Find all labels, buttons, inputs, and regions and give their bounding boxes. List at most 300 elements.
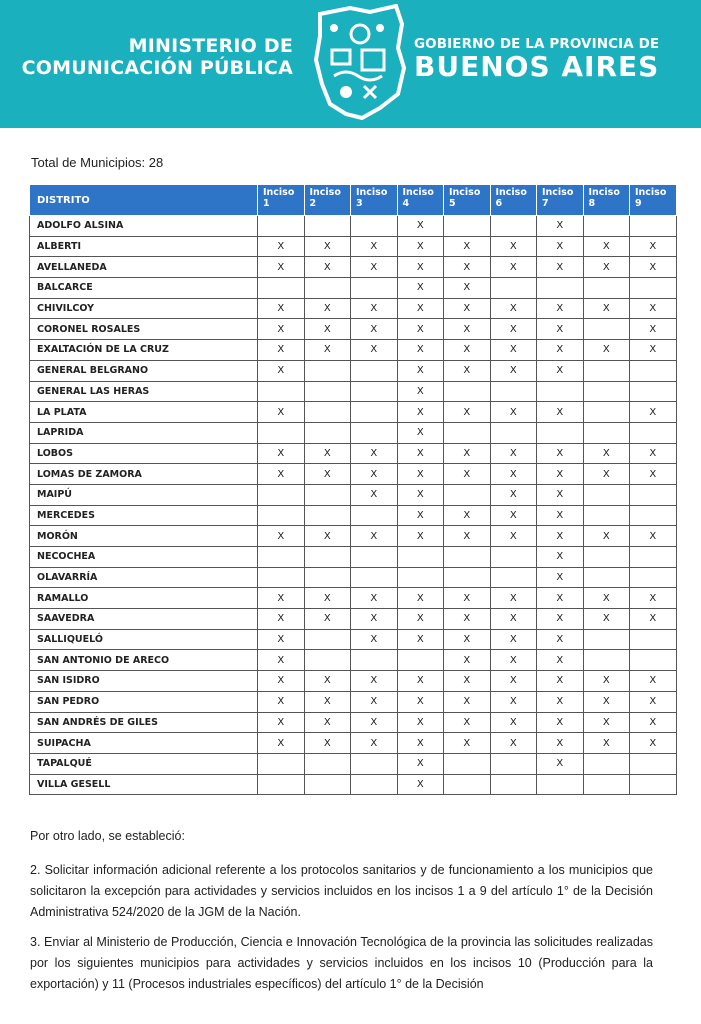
table-row [30,753,677,774]
district-name-cell: ADOLFO ALSINA [30,216,258,237]
inciso-9-cell [630,547,677,568]
inciso-6-cell: X [490,712,537,733]
district-name-cell: SAN ANDRÉS DE GILES [30,712,258,733]
inciso-9-cell: X [630,257,677,278]
inciso-5-cell: X [444,691,491,712]
district-name-cell: RAMALLO [30,588,258,609]
inciso-9-cell: X [630,733,677,754]
table-row [30,484,677,505]
inciso-5-cell: X [444,712,491,733]
inciso-1-cell: X [258,340,305,361]
inciso-9-cell: X [630,443,677,464]
inciso-7-cell: X [537,691,584,712]
district-name-cell: LOMAS DE ZAMORA [30,464,258,485]
inciso-2-cell [304,629,351,650]
inciso-4-cell: X [397,629,444,650]
inciso-9-cell: X [630,402,677,423]
inciso-2-cell: X [304,712,351,733]
inciso-2-cell: X [304,609,351,630]
inciso-6-cell: X [490,733,537,754]
inciso-5-cell: X [444,236,491,257]
inciso-9-cell [630,567,677,588]
inciso-9-cell [630,774,677,795]
district-name-cell: CHIVILCOY [30,298,258,319]
inciso-5-cell [444,484,491,505]
column-header-inciso-6: Inciso 6 [490,185,537,216]
inciso-6-cell: X [490,402,537,423]
inciso-5-cell: X [444,629,491,650]
inciso-1-cell [258,505,305,526]
inciso-4-cell: X [397,402,444,423]
inciso-1-cell: X [258,712,305,733]
district-name-cell: MAIPÚ [30,484,258,505]
inciso-9-cell [630,753,677,774]
inciso-4-cell: X [397,609,444,630]
inciso-1-cell: X [258,691,305,712]
point-3-paragraph: 3. Enviar al Ministerio de Producción, Ciencia e Innovación Tecnológica de la provincia las solicitudes realizadas por los siguientes municipios para actividades y servicios incluidos en los incisos 10 (Producción para la exportación) y 11 (Procesos industriales específicos) del artículo 1° de la Decisión [30,935,653,991]
table-row [30,650,677,671]
inciso-5-cell: X [444,671,491,692]
inciso-8-cell [583,774,630,795]
inciso-2-cell: X [304,671,351,692]
districts-table [29,184,677,795]
inciso-7-cell: X [537,236,584,257]
inciso-3-cell: X [351,484,398,505]
column-header-inciso-9: Inciso 9 [630,185,677,216]
ministry-logo-text [22,35,293,79]
table-row [30,402,677,423]
inciso-6-cell: X [490,691,537,712]
inciso-2-cell: X [304,588,351,609]
inciso-7-cell: X [537,588,584,609]
inciso-1-cell: X [258,609,305,630]
district-name-cell: SAN ANTONIO DE ARECO [30,650,258,671]
inciso-2-cell [304,360,351,381]
district-name-cell: AVELLANEDA [30,257,258,278]
inciso-8-cell [583,360,630,381]
inciso-5-cell: X [444,526,491,547]
inciso-6-cell [490,278,537,299]
district-name-cell: SUIPACHA [30,733,258,754]
inciso-6-cell: X [490,588,537,609]
inciso-9-cell [630,360,677,381]
table-body [30,216,677,795]
inciso-8-cell: X [583,712,630,733]
inciso-1-cell: X [258,671,305,692]
table-row [30,319,677,340]
inciso-5-cell [444,216,491,237]
inciso-2-cell [304,547,351,568]
inciso-7-cell: X [537,216,584,237]
inciso-6-cell [490,753,537,774]
inciso-9-cell [630,505,677,526]
inciso-8-cell: X [583,236,630,257]
inciso-1-cell [258,753,305,774]
inciso-7-cell: X [537,526,584,547]
inciso-9-cell [630,650,677,671]
inciso-8-cell: X [583,733,630,754]
inciso-8-cell [583,650,630,671]
inciso-2-cell: X [304,257,351,278]
inciso-7-cell [537,422,584,443]
inciso-7-cell: X [537,484,584,505]
inciso-2-cell [304,278,351,299]
inciso-6-cell [490,422,537,443]
inciso-8-cell: X [583,588,630,609]
inciso-4-cell: X [397,236,444,257]
inciso-3-cell: X [351,319,398,340]
inciso-6-cell: X [490,319,537,340]
inciso-7-cell: X [537,733,584,754]
inciso-3-cell [351,753,398,774]
inciso-7-cell: X [537,609,584,630]
inciso-9-cell: X [630,526,677,547]
table-row [30,422,677,443]
inciso-3-cell: X [351,340,398,361]
table-row [30,236,677,257]
inciso-4-cell: X [397,753,444,774]
inciso-9-cell: X [630,712,677,733]
ministry-line1: MINISTERIO DE [128,35,293,57]
inciso-7-cell: X [537,360,584,381]
inciso-4-cell [397,567,444,588]
inciso-1-cell: X [258,360,305,381]
table-row [30,671,677,692]
inciso-2-cell [304,402,351,423]
inciso-1-cell: X [258,257,305,278]
inciso-5-cell: X [444,650,491,671]
table-row [30,257,677,278]
inciso-2-cell: X [304,340,351,361]
inciso-1-cell [258,567,305,588]
inciso-5-cell: X [444,402,491,423]
inciso-4-cell: X [397,340,444,361]
inciso-4-cell: X [397,671,444,692]
inciso-7-cell [537,774,584,795]
inciso-1-cell [258,381,305,402]
table-row [30,298,677,319]
inciso-5-cell [444,567,491,588]
district-name-cell: NECOCHEA [30,547,258,568]
inciso-5-cell: X [444,588,491,609]
inciso-4-cell: X [397,216,444,237]
inciso-2-cell [304,484,351,505]
table-row [30,567,677,588]
inciso-1-cell: X [258,402,305,423]
inciso-7-cell: X [537,629,584,650]
table-row [30,505,677,526]
inciso-8-cell: X [583,671,630,692]
inciso-4-cell: X [397,381,444,402]
inciso-5-cell: X [444,340,491,361]
table-row [30,691,677,712]
district-name-cell: SAAVEDRA [30,609,258,630]
inciso-1-cell: X [258,588,305,609]
inciso-6-cell [490,567,537,588]
inciso-6-cell [490,774,537,795]
inciso-8-cell [583,547,630,568]
table-row [30,360,677,381]
intro-paragraph: Por otro lado, se estableció: [30,829,185,843]
inciso-2-cell [304,422,351,443]
inciso-3-cell: X [351,629,398,650]
inciso-9-cell: X [630,236,677,257]
province-map-seal-icon [310,4,408,122]
inciso-2-cell: X [304,443,351,464]
inciso-2-cell [304,650,351,671]
inciso-1-cell [258,216,305,237]
inciso-3-cell [351,567,398,588]
inciso-8-cell: X [583,298,630,319]
inciso-2-cell: X [304,464,351,485]
inciso-3-cell [351,650,398,671]
inciso-3-cell: X [351,588,398,609]
inciso-2-cell [304,753,351,774]
inciso-2-cell: X [304,733,351,754]
inciso-8-cell [583,278,630,299]
inciso-4-cell: X [397,774,444,795]
inciso-7-cell: X [537,505,584,526]
inciso-7-cell: X [537,567,584,588]
inciso-5-cell: X [444,733,491,754]
inciso-1-cell [258,547,305,568]
district-name-cell: LA PLATA [30,402,258,423]
inciso-9-cell [630,629,677,650]
inciso-1-cell: X [258,443,305,464]
inciso-7-cell [537,278,584,299]
column-header-inciso-5: Inciso 5 [444,185,491,216]
inciso-9-cell: X [630,691,677,712]
table-row [30,712,677,733]
inciso-7-cell: X [537,753,584,774]
inciso-3-cell: X [351,671,398,692]
inciso-5-cell: X [444,298,491,319]
inciso-6-cell [490,547,537,568]
inciso-4-cell: X [397,443,444,464]
inciso-4-cell: X [397,733,444,754]
inciso-7-cell: X [537,298,584,319]
inciso-6-cell: X [490,464,537,485]
inciso-8-cell [583,567,630,588]
gov-line2: BUENOS AIRES [414,50,660,83]
inciso-9-cell [630,484,677,505]
inciso-9-cell: X [630,319,677,340]
inciso-6-cell [490,216,537,237]
inciso-4-cell: X [397,588,444,609]
inciso-1-cell: X [258,298,305,319]
inciso-2-cell [304,567,351,588]
ministry-line2: COMUNICACIÓN PÚBLICA [21,57,293,79]
inciso-2-cell: X [304,526,351,547]
inciso-8-cell: X [583,443,630,464]
inciso-5-cell: X [444,278,491,299]
district-name-cell: LAPRIDA [30,422,258,443]
table-row [30,629,677,650]
inciso-6-cell: X [490,443,537,464]
inciso-9-cell: X [630,609,677,630]
inciso-6-cell: X [490,609,537,630]
inciso-2-cell [304,216,351,237]
inciso-3-cell: X [351,609,398,630]
inciso-7-cell: X [537,712,584,733]
district-name-cell: MORÓN [30,526,258,547]
inciso-4-cell: X [397,505,444,526]
table-row [30,733,677,754]
district-name-cell: ALBERTI [30,236,258,257]
inciso-3-cell: X [351,443,398,464]
inciso-5-cell: X [444,609,491,630]
inciso-4-cell: X [397,360,444,381]
inciso-4-cell [397,650,444,671]
inciso-3-cell [351,547,398,568]
inciso-2-cell: X [304,691,351,712]
inciso-2-cell [304,774,351,795]
inciso-6-cell: X [490,257,537,278]
inciso-2-cell [304,381,351,402]
inciso-5-cell [444,547,491,568]
column-header-inciso-7: Inciso 7 [537,185,584,216]
inciso-3-cell [351,360,398,381]
inciso-1-cell: X [258,464,305,485]
table-row [30,340,677,361]
district-name-cell: GENERAL BELGRANO [30,360,258,381]
inciso-4-cell: X [397,298,444,319]
total-municipios: Total de Municipios: 28 [31,155,164,170]
table-row [30,381,677,402]
inciso-8-cell [583,505,630,526]
inciso-8-cell: X [583,609,630,630]
inciso-3-cell: X [351,236,398,257]
inciso-8-cell [583,381,630,402]
table-row [30,216,677,237]
inciso-7-cell: X [537,671,584,692]
inciso-3-cell [351,216,398,237]
table-row [30,609,677,630]
inciso-1-cell: X [258,236,305,257]
inciso-1-cell: X [258,629,305,650]
inciso-6-cell: X [490,360,537,381]
inciso-6-cell: X [490,298,537,319]
column-header-distrito: DISTRITO [30,185,258,216]
inciso-8-cell: X [583,340,630,361]
district-name-cell: OLAVARRÍA [30,567,258,588]
inciso-8-cell [583,402,630,423]
district-name-cell: GENERAL LAS HERAS [30,381,258,402]
inciso-9-cell [630,381,677,402]
district-name-cell: VILLA GESELL [30,774,258,795]
inciso-3-cell: X [351,733,398,754]
district-name-cell: CORONEL ROSALES [30,319,258,340]
inciso-9-cell [630,278,677,299]
inciso-3-cell: X [351,526,398,547]
inciso-7-cell: X [537,340,584,361]
inciso-7-cell: X [537,402,584,423]
inciso-9-cell: X [630,340,677,361]
district-name-cell: MERCEDES [30,505,258,526]
column-header-inciso-1: Inciso 1 [258,185,305,216]
inciso-3-cell: X [351,257,398,278]
inciso-8-cell [583,216,630,237]
inciso-2-cell [304,505,351,526]
inciso-4-cell: X [397,484,444,505]
inciso-8-cell [583,629,630,650]
inciso-9-cell: X [630,298,677,319]
inciso-3-cell: X [351,298,398,319]
inciso-1-cell: X [258,526,305,547]
inciso-9-cell: X [630,588,677,609]
inciso-5-cell [444,422,491,443]
inciso-7-cell [537,381,584,402]
inciso-9-cell: X [630,671,677,692]
inciso-5-cell: X [444,319,491,340]
inciso-1-cell [258,774,305,795]
inciso-8-cell: X [583,464,630,485]
inciso-8-cell: X [583,257,630,278]
inciso-6-cell: X [490,650,537,671]
inciso-9-cell [630,422,677,443]
district-name-cell: LOBOS [30,443,258,464]
inciso-3-cell [351,422,398,443]
inciso-2-cell: X [304,319,351,340]
table-row [30,774,677,795]
point-2-paragraph: 2. Solicitar información adicional referente a los protocolos sanitarios y de funcionamiento a los municipios que solicitaron la excepción para actividades y servicios incluidos en los incisos 1 a 9 del artículo 1° de la Decisión Administrativa 524/2020 de la JGM de la Nación. [30,863,653,919]
inciso-5-cell: X [444,505,491,526]
inciso-2-cell: X [304,236,351,257]
inciso-1-cell [258,422,305,443]
inciso-3-cell [351,402,398,423]
inciso-4-cell: X [397,712,444,733]
inciso-3-cell [351,774,398,795]
inciso-4-cell: X [397,526,444,547]
table-row [30,464,677,485]
inciso-5-cell [444,774,491,795]
inciso-6-cell [490,381,537,402]
column-header-inciso-4: Inciso 4 [397,185,444,216]
inciso-3-cell: X [351,691,398,712]
inciso-4-cell: X [397,691,444,712]
inciso-3-cell [351,278,398,299]
column-header-inciso-8: Inciso 8 [583,185,630,216]
inciso-4-cell: X [397,464,444,485]
inciso-6-cell: X [490,340,537,361]
table-header-row [30,185,677,216]
table-row [30,443,677,464]
inciso-3-cell [351,505,398,526]
inciso-1-cell: X [258,650,305,671]
district-name-cell: BALCARCE [30,278,258,299]
inciso-7-cell: X [537,443,584,464]
inciso-4-cell: X [397,319,444,340]
inciso-1-cell [258,484,305,505]
inciso-8-cell [583,484,630,505]
inciso-7-cell: X [537,464,584,485]
inciso-6-cell: X [490,671,537,692]
inciso-6-cell: X [490,629,537,650]
inciso-9-cell: X [630,464,677,485]
inciso-8-cell [583,753,630,774]
inciso-7-cell: X [537,319,584,340]
inciso-4-cell: X [397,278,444,299]
inciso-5-cell: X [444,360,491,381]
inciso-6-cell: X [490,236,537,257]
header-banner [0,0,701,128]
inciso-6-cell: X [490,526,537,547]
inciso-8-cell [583,422,630,443]
inciso-7-cell: X [537,547,584,568]
column-header-inciso-3: Inciso 3 [351,185,398,216]
table-row [30,547,677,568]
inciso-1-cell: X [258,733,305,754]
